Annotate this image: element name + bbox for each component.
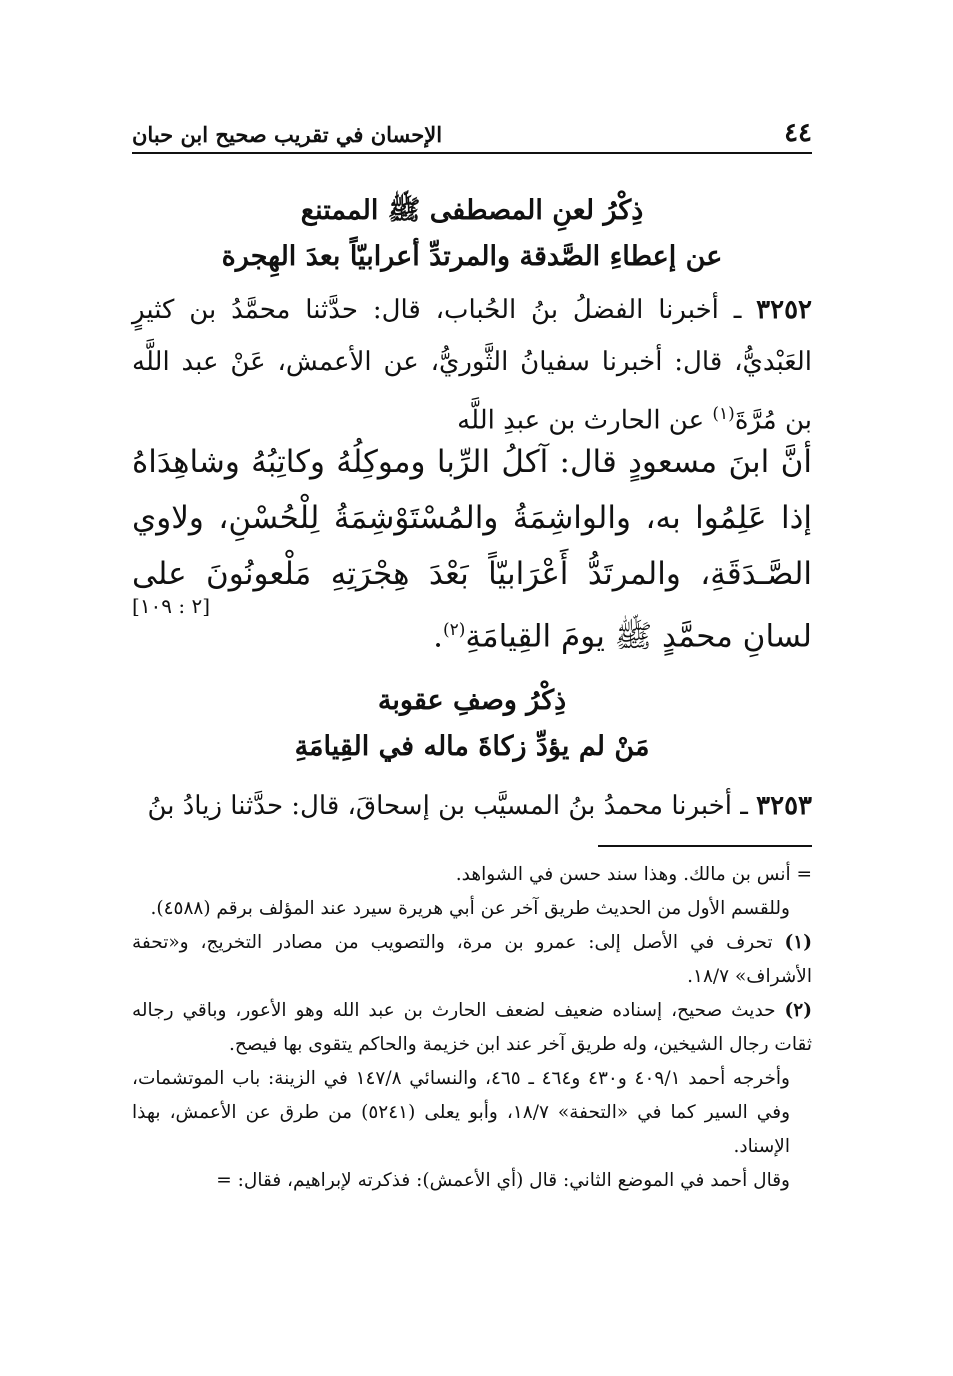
matn-text-end: .: [433, 618, 443, 655]
running-header: [132, 112, 812, 154]
chapter-heading-2: [132, 678, 812, 770]
hadith-3252-matn: [132, 434, 812, 664]
hadith-3252-isnad: [132, 284, 812, 447]
hadith-number: ٣٢٥٣: [756, 791, 812, 821]
cross-reference: [٢ : ١٠٩]: [132, 594, 211, 618]
footnotes: [132, 858, 812, 1198]
hadith-number: ٣٢٥٢: [756, 295, 812, 325]
chapter-heading-2-line-2: مَنْ لم يؤدِّ زكاةَ ماله في القِيامَةِ: [294, 731, 650, 762]
footnote-1: [132, 926, 812, 994]
chapter-heading-1-line-2: عن إعطاءِ الصَّدقة والمرتدِّ أعرابيّاً بعدَ الهِجرة: [221, 241, 723, 272]
footnote-marker-1: (١): [712, 404, 735, 424]
footnote-2-text: حديث صحيح، إسناده ضعيف لضعف الحارث بن عبد الله وهو الأعور، وباقي رجاله ثقات رجال الشيخين، وله طريق آخر عند ابن خزيمة والحاكم يتقوى بها فيصح.: [132, 1000, 812, 1055]
chapter-heading-1-line-1: ذِكْرُ لعنِ المصطفى ﷺ الممتنع: [300, 195, 644, 226]
footnote-continuation: = أنس بن مالك. وهذا سند حسن في الشواهد.: [455, 864, 812, 885]
footnote-2: [132, 994, 812, 1062]
footnote-2-paragraph-2: وأخرجه أحمد ٤٠٩/١ و٤٣٠ و٤٦٤ ـ ٤٦٥، والنسائي ١٤٧/٨ في الزينة: باب الموتشمات، وفي السير كما في «التحفة» ١٨/٧، وأبو يعلى (٥٢٤١) من طرق عن الأعمش، بهذا الإسناد.: [132, 1068, 791, 1157]
footnote-continuation-2: وللقسم الأول من الحديث طريق آخر عن أبي هريرة سيرد عند المؤلف برقم (٤٥٨٨).: [150, 898, 790, 919]
footnote-divider: [598, 845, 812, 847]
footnote-1-number: (١): [784, 932, 812, 953]
footnote-1-text: تحرف في الأصل إلى: عمرو بن مرة، والتصويب من مصادر التخريج، و«تحفة الأشراف» ١٨/٧.: [132, 932, 812, 987]
isnad-text: ـ أخبرنا محمدُ بنُ المسيَّب بن إسحاقَ، قال: حدَّثنا زيادُ بنُ: [147, 791, 748, 821]
page-number: ٤٤: [784, 118, 812, 148]
footnote-2-number: (٢): [784, 1000, 812, 1021]
isnad-text-end: عن الحارث بن عبدِ اللَّه: [457, 405, 713, 436]
book-title: الإحسان في تقريب صحيح ابن حبان: [132, 122, 443, 147]
chapter-heading-2-line-1: ذِكْرُ وصفِ عقوبة: [377, 685, 567, 716]
matn-text: أنَّ ابنَ مسعودٍ قال: آكلُ الرِّبا وموكِلُهُ وكاتِبُهُ وشاهِدَاهُ إذا عَلِمُوا به، والواشِمَةُ والمُسْتَوْشِمَةُ لِلْحُسْنِ، ولاوي الصَّـدَقَةِ، والمرتَدُّ أَعْرَابيّاً بَعْدَ هِجْرَتِهِ مَلْعونُونَ على لسانِ محمَّدٍ ﷺ يومَ القِيامَةِ: [132, 444, 812, 655]
footnote-2-paragraph-3: وقال أحمد في الموضع الثاني: قال (أي الأعمش): فذكرته لإبراهيم، فقال: =: [216, 1170, 790, 1191]
isnad-text: ـ أخبرنا الفضلُ بنُ الحُباب، قال: حدَّثنا محمَّدُ بن كثيرٍ العَبْديُّ، قال: أخبرنا سفيانُ الثَّوريُّ، عن الأعمش، عَنْ عبد اللَّه بن مُرَّةَ: [132, 295, 812, 436]
footnote-marker-2: (٢): [442, 620, 466, 640]
hadith-3253-isnad: [132, 780, 812, 832]
chapter-heading-1: [132, 188, 812, 280]
